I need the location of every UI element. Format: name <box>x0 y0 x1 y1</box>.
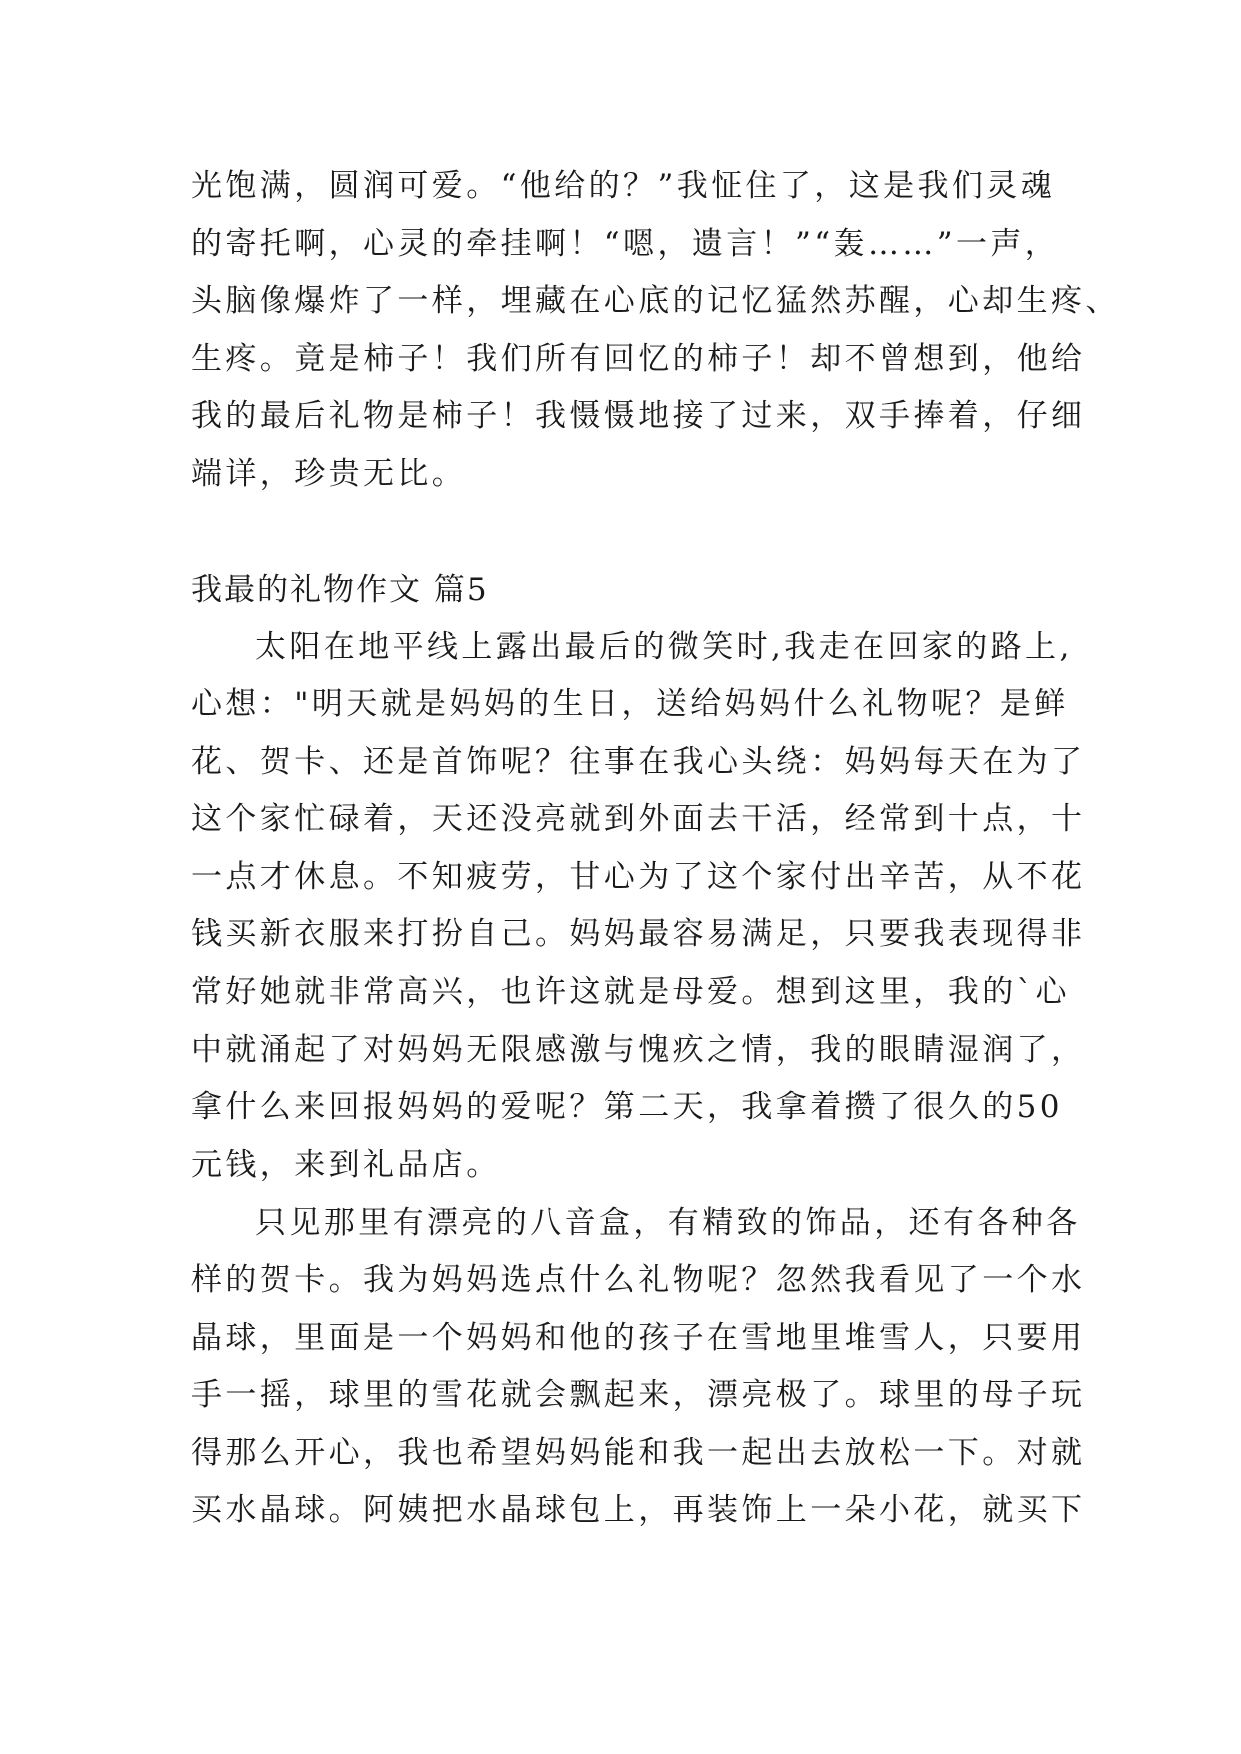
paragraph-line: 生疼。竟是柿子！我们所有回忆的柿子！却不曾想到，他给 <box>191 341 1086 377</box>
paragraph-line: 花、贺卡、还是首饰呢？往事在我心头绕：妈妈每天在为了 <box>191 744 1086 780</box>
paragraph-line: 只见那里有漂亮的八音盒，有精致的饰品，还有各种各 <box>255 1205 1081 1241</box>
paragraph-line: 中就涌起了对妈妈无限感激与愧疚之情，我的眼睛湿润了， <box>191 1032 1086 1068</box>
paragraph-line: 一点才休息。不知疲劳，甘心为了这个家付出辛苦，从不花 <box>191 859 1086 895</box>
paragraph-line: 的寄托啊，心灵的牵挂啊！“嗯，遗言！”“轰……”一声， <box>191 226 1060 262</box>
paragraph-line: 得那么开心，我也希望妈妈能和我一起出去放松一下。对就 <box>191 1435 1086 1471</box>
paragraph-line: 头脑像爆炸了一样，埋藏在心底的记忆猛然苏醒，心却生疼、 <box>191 283 1120 319</box>
paragraph-line: 光饱满，圆润可爱。“他给的？”我怔住了，这是我们灵魂 <box>191 168 1056 204</box>
paragraph-line: 样的贺卡。我为妈妈选点什么礼物呢？忽然我看见了一个水 <box>191 1262 1086 1298</box>
paragraph-line: 买水晶球。阿姨把水晶球包上，再装饰上一朵小花，就买下 <box>191 1492 1086 1528</box>
paragraph-line: 常好她就非常高兴，也许这就是母爱。想到这里，我的`心 <box>191 974 1070 1010</box>
paragraph-line: 元钱，来到礼品店。 <box>191 1147 501 1183</box>
paragraph-line: 手一摇，球里的雪花就会飘起来，漂亮极了。球里的母子玩 <box>191 1377 1086 1413</box>
paragraph-line: 我的最后礼物是柿子！我慑慑地接了过来，双手捧着，仔细 <box>191 398 1086 434</box>
paragraph-line: 这个家忙碌着，天还没亮就到外面去干活，经常到十点，十 <box>191 801 1086 837</box>
section-heading: 我最的礼物作文 篇5 <box>191 572 489 608</box>
paragraph-line: 太阳在地平线上露出最后的微笑时,我走在回家的路上, <box>255 629 1073 665</box>
paragraph-line: 心想："明天就是妈妈的生日，送给妈妈什么礼物呢？是鲜 <box>191 686 1069 722</box>
paragraph-line: 晶球，里面是一个妈妈和他的孩子在雪地里堆雪人，只要用 <box>191 1320 1086 1356</box>
paragraph-line: 端详，珍贵无比。 <box>191 456 467 492</box>
paragraph-line: 拿什么来回报妈妈的爱呢？第二天，我拿着攒了很久的50 <box>191 1089 1063 1125</box>
paragraph-line: 钱买新衣服来打扮自己。妈妈最容易满足，只要我表现得非 <box>191 916 1086 952</box>
